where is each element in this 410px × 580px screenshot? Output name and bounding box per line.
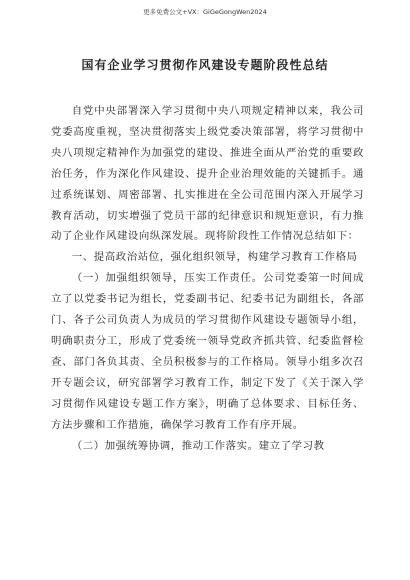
subsection-paragraph-2: （二）加强统筹协调，推动工作落实。建立了学习教 <box>71 439 325 452</box>
section-heading-1: 一、提高政治站位，强化组织领导，构建学习教育工作格局 <box>71 251 358 264</box>
document-body <box>51 101 364 456</box>
document-title: 国有企业学习贯彻作风建设专题阶段性总结 <box>81 58 329 72</box>
subsection-paragraph-1: （一）加强组织领导，压实工作责任。公司党委第一时间成立了以党委书记为组长，党委副书记、纪委书记为副组长，各部门、各子公司负责人为成员的学习贯彻作风建设专题领导小组，明确职责分工，形成了党委统一领导党政齐抓共管、纪委监督检查、部门各负其责、全员积极参与的工作格局。领导小组多次召开专题会议，研究部署学习教育工作，制定下发了《关于深入学习贯彻作风建设专题工作方案》，明确了总体要求、目标任务、方法步骤和工作措施，确保学习教育工作有序开展。 <box>51 272 364 431</box>
intro-paragraph: 自党中央部署深入学习贯彻中央八项规定精神以来，我公司党委高度重视，坚决贯彻落实上级党委决策部署，将学习贯彻中央八项规定精神作为加强党的建设、推进全面从严治党的重要政治任务，作为深化作风建设、提升企业治理效能的关键抓手。通过系统谋划、周密部署、扎实推进在全公司范围内深入开展学习教育活动，切实增强了党员干部的纪律意识和规矩意识，有力推动了企业作风建设向纵深发展。现将阶段性工作情况总结如下： <box>51 105 364 243</box>
header-note: 更多免费公文+VX：GiGeGongWen2024 <box>143 8 267 16</box>
